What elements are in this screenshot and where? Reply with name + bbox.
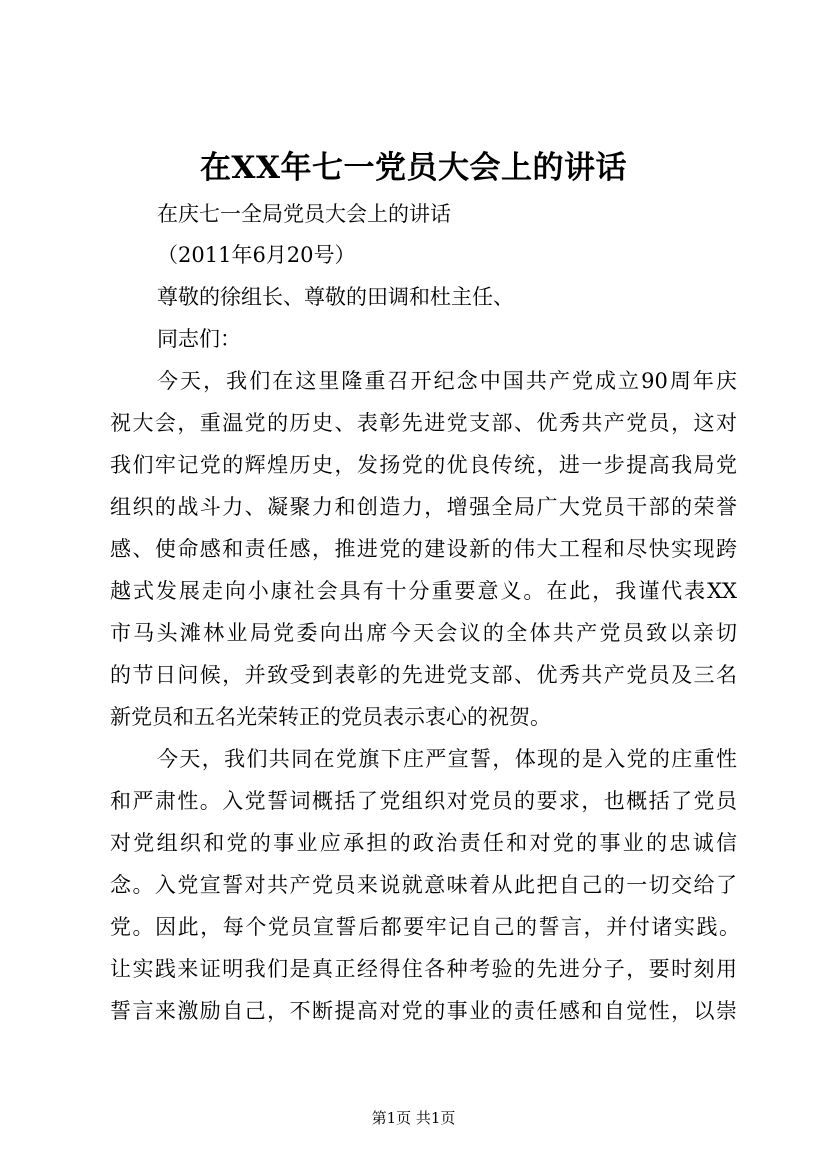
greeting-line: 同志们：	[157, 327, 241, 351]
document-title: 在XX年七一党员大会上的讲话	[199, 150, 628, 186]
paragraph-line: 组织的战斗力、凝聚力和创造力，增强全局广大党员干部的荣誉	[110, 495, 737, 519]
paragraph-line: 让实践来证明我们是真正经得住各种考验的先进分子，要时刻用	[110, 957, 737, 981]
paragraph-line: 和严肃性。入党誓词概括了党组织对党员的要求，也概括了党员	[110, 789, 737, 813]
salutation-line: 尊敬的徐组长、尊敬的田调和杜主任、	[157, 285, 514, 309]
paragraph-line: 今天，我们共同在党旗下庄严宣誓，体现的是入党的庄重性	[157, 747, 737, 771]
paragraph-line: 市马头滩林业局党委向出席今天会议的全体共产党员致以亲切	[110, 621, 737, 645]
paragraph-line: 党。因此，每个党员宣誓后都要牢记自己的誓言，并付诸实践。	[110, 915, 740, 939]
paragraph-line: 念。入党宣誓对共产党员来说就意味着从此把自己的一切交给了	[110, 873, 737, 897]
subtitle: 在庆七一全局党员大会上的讲话	[157, 202, 451, 226]
paragraph-line: 誓言来激励自己，不断提高对党的事业的责任感和自觉性，以崇	[110, 999, 737, 1023]
paragraph-line: 越式发展走向小康社会具有十分重要意义。在此，我谨代表XX	[110, 579, 737, 603]
page-number-footer: 第1页 共1页	[371, 1109, 456, 1127]
paragraph-line: 今天，我们在这里隆重召开纪念中国共产党成立90周年庆	[157, 369, 737, 393]
paragraph-line: 感、使命感和责任感，推进党的建设新的伟大工程和尽快实现跨	[110, 537, 737, 561]
paragraph-line: 祝大会，重温党的历史、表彰先进党支部、优秀共产党员，这对	[110, 411, 737, 435]
paragraph-line: 新党员和五名光荣转正的党员表示衷心的祝贺。	[110, 705, 551, 729]
paragraph-line: 对党组织和党的事业应承担的政治责任和对党的事业的忠诚信	[110, 831, 737, 855]
paragraph-line: 的节日问候，并致受到表彰的先进党支部、优秀共产党员及三名	[110, 663, 737, 687]
paragraph-line: 我们牢记党的辉煌历史，发扬党的优良传统，进一步提高我局党	[110, 453, 737, 477]
date-line: （2011年6月20号）	[157, 243, 356, 267]
